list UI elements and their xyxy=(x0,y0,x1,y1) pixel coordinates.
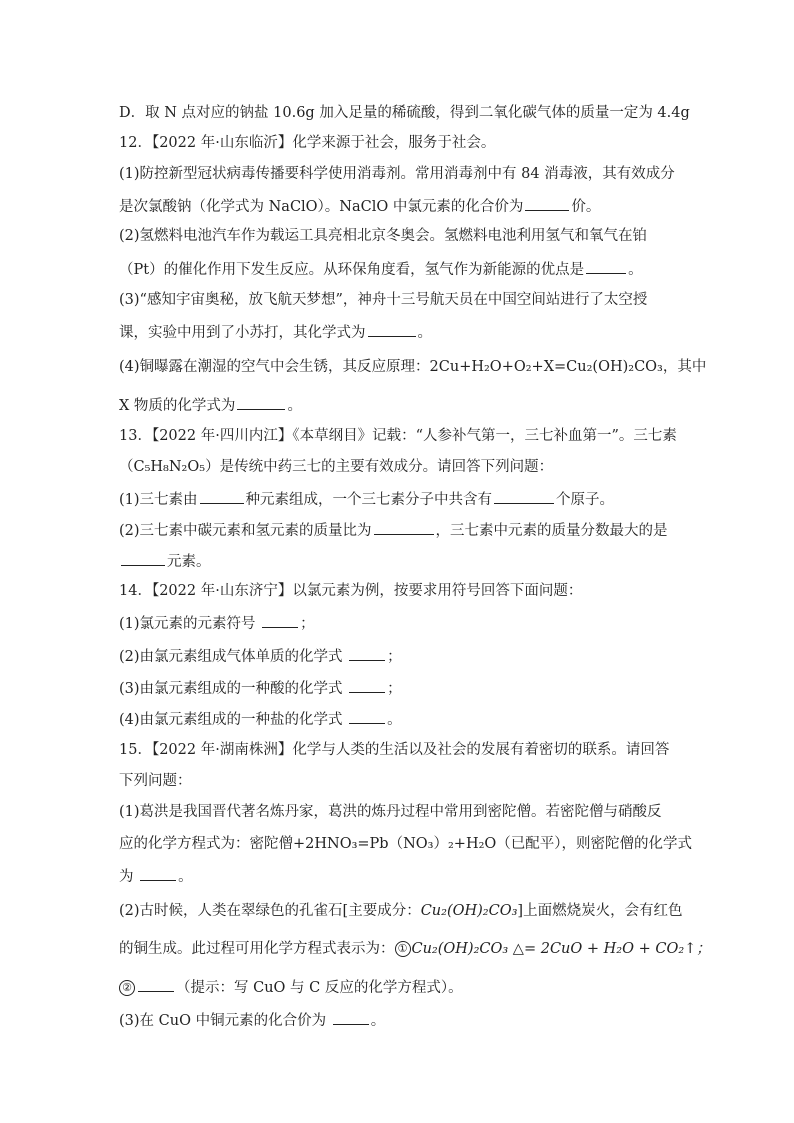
answer-blank[interactable] xyxy=(349,709,385,724)
text: ； xyxy=(387,649,402,665)
answer-blank[interactable] xyxy=(237,395,285,410)
q15-part2-line3 xyxy=(119,977,463,997)
q15-part1-line1 xyxy=(119,803,662,821)
q12-part2-line1 xyxy=(119,227,647,245)
text: (1)氯元素的元素符号 xyxy=(119,616,256,632)
question-14-heading xyxy=(119,582,582,600)
text: D．取 N 点对应的钠盐 10.6g 加入足量的稀硫酸，得到二氧化碳气体的质量一定为 4.4g xyxy=(119,105,690,121)
text: (2)三七素中碳元素和氢元素的质量比为 xyxy=(119,523,372,539)
answer-blank[interactable] xyxy=(525,196,569,211)
answer-blank[interactable] xyxy=(494,489,554,504)
question-15-heading xyxy=(119,741,669,759)
q13-intro-line xyxy=(119,458,553,476)
text: 15．【2022 年·湖南株洲】化学与人类的生活以及社会的发展有着密切的联系。请回答 xyxy=(119,742,670,758)
text: 种元素组成，一个三七素分子中共含有 xyxy=(245,492,493,508)
q15-intro-line xyxy=(119,772,192,790)
text: 为 xyxy=(119,869,134,885)
text: (3)在 CuO 中铜元素的化合价为 xyxy=(119,1013,327,1029)
text: （Pt）的催化作用下发生反应。从环保角度看，氢气作为新能源的优点是 xyxy=(119,262,585,278)
text: (4)铜曝露在潮湿的空气中会生锈，其反应原理：2Cu+H₂O+O₂+X=Cu₂(OH)₂CO₃，其中 xyxy=(119,359,707,375)
q12-part3-line2 xyxy=(119,322,432,342)
text: 13．【2022 年·四川内江】《本草纲目》记载：“人参补气第一，三七补血第一”。三七素 xyxy=(119,428,677,444)
q12-part2-line2 xyxy=(119,259,643,279)
text: (3)“感知宇宙奥秘，放飞航天梦想”，神舟十三号航天员在中国空间站进行了太空授 xyxy=(119,292,648,308)
text: 。 xyxy=(287,398,302,414)
text: 价。 xyxy=(571,199,601,215)
answer-blank[interactable] xyxy=(374,520,434,535)
text: (2)古时候，人类在翠绿色的孔雀石[主要成分： xyxy=(119,903,421,919)
q14-part3 xyxy=(119,678,402,698)
q13-part2-line1 xyxy=(119,520,668,540)
q12-part1-line1 xyxy=(119,165,675,183)
q12-part1-line2 xyxy=(119,196,600,216)
q12-part4-line2 xyxy=(119,395,302,415)
text: (1)防控新型冠状病毒传播要科学使用消毒剂。常用消毒剂中有 84 消毒液，其有效成分 xyxy=(119,166,675,182)
text: 。 xyxy=(387,712,402,728)
answer-blank[interactable] xyxy=(262,613,298,628)
answer-blank[interactable] xyxy=(121,551,165,566)
answer-blank[interactable] xyxy=(586,259,626,274)
text: 。 xyxy=(628,262,643,278)
q12-part3-line1 xyxy=(119,291,647,309)
text: 是次氯酸钠（化学式为 NaClO）。NaClO 中氯元素的化合价为 xyxy=(119,199,524,215)
answer-blank[interactable] xyxy=(368,322,416,337)
text: (3)由氯元素组成的一种酸的化学式 xyxy=(119,681,343,697)
q13-part2-line2 xyxy=(119,551,211,571)
option-d-line xyxy=(119,104,690,122)
answer-blank[interactable] xyxy=(349,678,385,693)
text: 。 xyxy=(370,1013,386,1029)
text: 个原子。 xyxy=(556,492,615,508)
question-13-heading xyxy=(119,427,677,445)
answer-blank[interactable] xyxy=(333,1010,369,1025)
q12-part4-line1 xyxy=(119,358,706,376)
text: ，三七素中元素的质量分数最大的是 xyxy=(435,523,668,539)
circled-number-1: ① xyxy=(395,941,411,957)
text: (4)由氯元素组成的一种盐的化学式 xyxy=(119,712,343,728)
circled-number-2: ② xyxy=(119,980,135,996)
q15-part1-line3 xyxy=(119,866,193,886)
q15-part2-line2 xyxy=(119,940,711,958)
q14-part2 xyxy=(119,646,402,666)
text: 。 xyxy=(178,869,193,885)
q14-part1 xyxy=(119,613,315,633)
text: 的铜生成。此过程可用化学方程式表示为： xyxy=(119,941,395,957)
text: X 物质的化学式为 xyxy=(119,398,236,414)
text: 14．【2022 年·山东济宁】以氯元素为例，按要求用符号回答下面问题： xyxy=(119,583,583,599)
text: 下列问题： xyxy=(119,773,192,789)
answer-blank[interactable] xyxy=(200,489,244,504)
text: （提示：写 CuO 与 C 反应的化学方程式）。 xyxy=(176,980,463,996)
q13-part1 xyxy=(119,489,614,509)
text: ； xyxy=(300,616,315,632)
q15-part2-line1 xyxy=(119,902,683,920)
text: (2)由氯元素组成气体单质的化学式 xyxy=(119,649,343,665)
answer-blank[interactable] xyxy=(349,646,385,661)
text: (1)三七素由 xyxy=(119,492,198,508)
text: (2)氢燃料电池汽车作为载运工具亮相北京冬奥会。氢燃料电池利用氢气和氧气在铂 xyxy=(119,228,648,244)
answer-blank[interactable] xyxy=(140,866,176,881)
equation-1: Cu₂(OH)₂CO₃ △= 2CuO + H₂O + CO₂↑； xyxy=(411,941,711,957)
text: 元素。 xyxy=(167,554,211,570)
q14-part4 xyxy=(119,709,402,729)
q15-part1-line2 xyxy=(119,835,692,853)
text: （C₅H₈N₂O₅）是传统中药三七的主要有效成分。请回答下列问题： xyxy=(119,459,554,475)
text: ； xyxy=(387,681,402,697)
text: 应的化学方程式为：密陀僧+2HNO₃=Pb（NO₃）₂+H₂O（已配平），则密陀僧的化学式 xyxy=(119,836,693,852)
text: ]上面燃烧炭火，会有红色 xyxy=(517,903,683,919)
text: 课，实验中用到了小苏打，其化学式为 xyxy=(119,325,366,341)
text: (1)葛洪是我国晋代著名炼丹家，葛洪的炼丹过程中常用到密陀僧。若密陀僧与硝酸反 xyxy=(119,804,662,820)
question-12-heading xyxy=(119,134,495,152)
answer-blank[interactable] xyxy=(138,977,174,992)
text: 12．【2022 年·山东临沂】化学来源于社会，服务于社会。 xyxy=(119,135,496,151)
q15-part3 xyxy=(119,1010,385,1030)
formula-malachite: Cu₂(OH)₂CO₃ xyxy=(420,903,518,919)
text: 。 xyxy=(417,325,432,341)
